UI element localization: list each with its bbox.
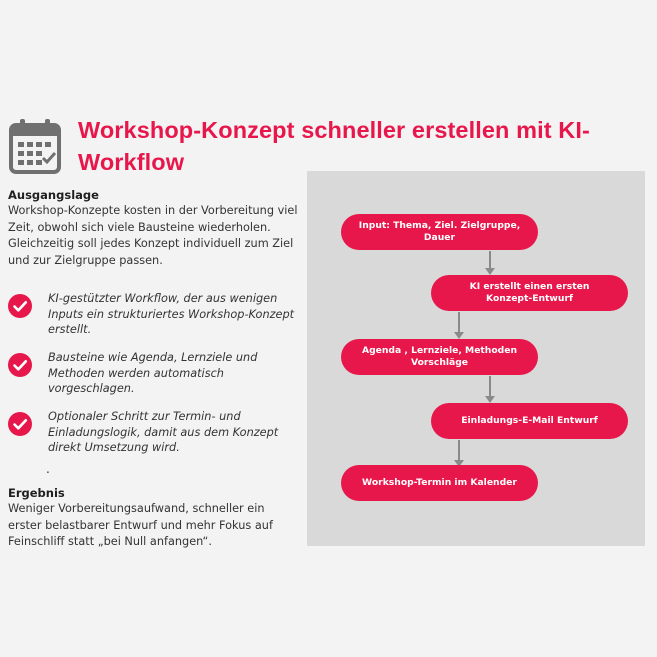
check-circle-icon: [8, 412, 32, 436]
workflow-step-invitation: Einladungs-E-Mail Entwurf: [431, 403, 628, 439]
separator-dot: .: [46, 462, 50, 476]
workflow-step-calendar: Workshop-Termin im Kalender: [341, 465, 538, 501]
bullet-text: KI-gestützter Workflow, der aus wenigen Inputs ein strukturiertes Workshop-Konzept erstellt.: [48, 292, 295, 336]
list-item: [8, 291, 298, 349]
arrow-icon: [489, 251, 491, 269]
workflow-step-input: Input: Thema, Ziel. Zielgruppe, Dauer: [341, 214, 538, 250]
intro-section: [8, 188, 298, 269]
intro-text: Workshop-Konzepte kosten in der Vorbereitung viel Zeit, obwohl sich viele Bausteine wiederholen. Gleichzeitig soll jedes Konzept individuell zum Ziel und zur Zielgruppe passen.: [8, 204, 298, 267]
result-heading: Ergebnis: [8, 486, 65, 500]
bullet-text: Bausteine wie Agenda, Lernziele und Methoden werden automatisch vorgeschlagen.: [48, 351, 258, 395]
arrow-icon: [458, 312, 460, 333]
check-circle-icon: [8, 353, 32, 377]
workflow-panel: [307, 171, 645, 546]
page-title: Workshop-Konzept schneller erstellen mit KI-Workflow: [78, 117, 590, 175]
list-item: [8, 409, 298, 467]
intro-heading: Ausgangslage: [8, 188, 99, 202]
calendar-icon: [8, 117, 62, 175]
list-item: [8, 350, 298, 408]
arrow-icon: [489, 376, 491, 397]
result-text: Weniger Vorbereitungsaufwand, schneller ein erster belastbarer Entwurf und mehr Fokus auf Feinschliff statt „bei Null anfangen“.: [8, 502, 273, 548]
check-circle-icon: [8, 294, 32, 318]
arrow-icon: [458, 440, 460, 461]
workflow-step-agenda: Agenda , Lernziele, Methoden Vorschläge: [341, 339, 538, 375]
workflow-step-draft: KI erstellt einen ersten Konzept-Entwurf: [431, 275, 628, 311]
bullet-list: [8, 291, 298, 467]
bullet-text: Optionaler Schritt zur Termin- und Einladungslogik, damit aus dem Konzept direkt Umsetzung wird.: [48, 410, 279, 454]
result-section: [8, 486, 298, 551]
